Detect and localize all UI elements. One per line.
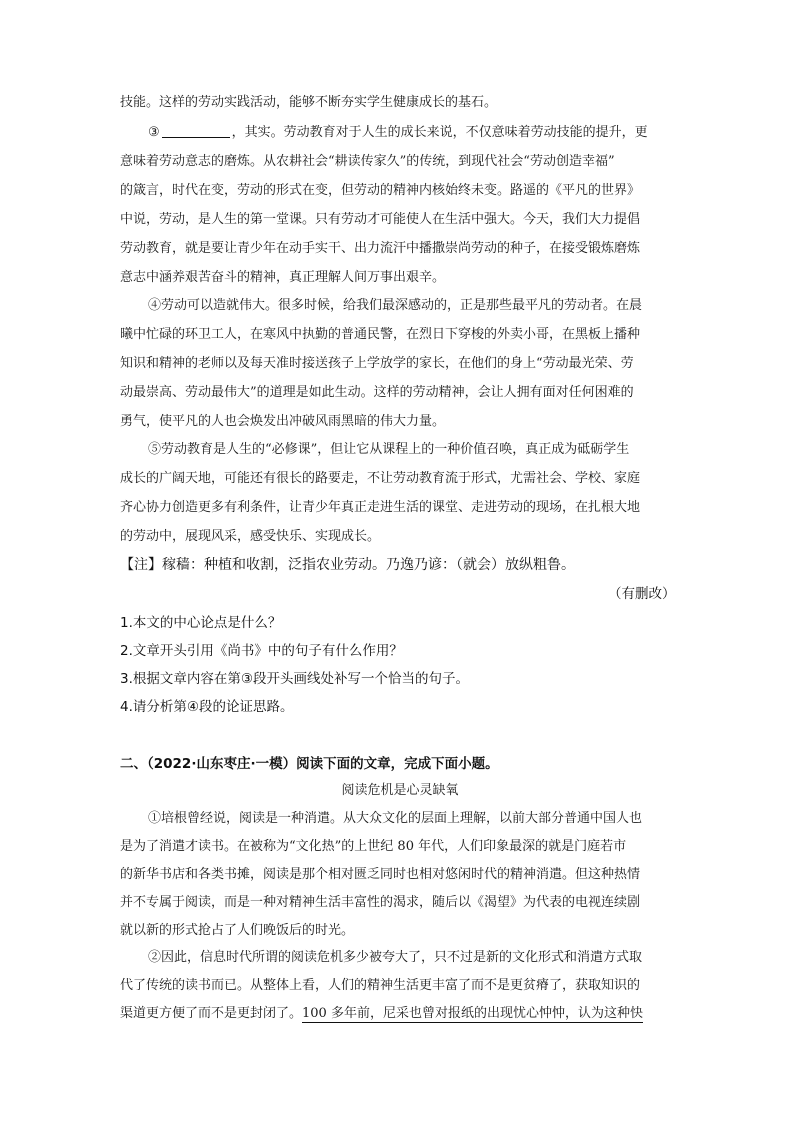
article-paragraph-1-line-3: 的新华书店和各类书摊，阅读是那个相对匮乏同时也相对悠闲时代的精神消遣。但这种热情: [120, 867, 641, 882]
paragraph-3-line-5: 劳动教育，就是要让青少年在动手实干、出力流汗中播撒崇尚劳动的种子，在接受锻炼磨炼: [120, 241, 641, 256]
article-paragraph-1-line-4: 并不专属于阅读，而是一种对精神生活丰富性的渴求，随后以《渴望》为代表的电视连续剧: [120, 895, 641, 910]
paragraph-5-line-4: 的劳动中，展现风采，感受快乐、实现成长。: [120, 529, 381, 544]
paragraph-4-line-5: 勇气，使平凡的人也会焕发出冲破风雨黑暗的伟大力量。: [120, 414, 446, 429]
paragraph-4-line-1: ④劳动可以造就伟大。很多时候，给我们最深感动的，正是那些最平凡的劳动者。在晨: [148, 298, 643, 313]
source-note: （有删改）: [608, 586, 676, 602]
article-paragraph-2-line-3: [120, 1005, 680, 1023]
paragraph-3-line-3: 的箴言，时代在变，劳动的形式在变，但劳动的精神内核始终未变。路遥的《平凡的世界》: [120, 183, 641, 198]
paragraph-continuation: 技能。这样的劳动实践活动，能够不断夯实学生健康成长的基石。: [120, 95, 498, 110]
paragraph-3-line-4: 中说，劳动，是人生的第一堂课。只有劳动才可能使人在生活中强大。今天，我们大力提倡: [120, 212, 641, 227]
section-heading: 二、（2022·山东枣庄·一模）阅读下面的文章，完成下面小题。: [120, 756, 499, 772]
paragraph-3-line-1-text: ，其实。劳动教育对于人生的成长来说，不仅意味着劳动技能的提升，更: [231, 125, 648, 140]
question-1: 1.本文的中心论点是什么？: [120, 615, 282, 631]
question-2: 2.文章开头引用《尚书》中的句子有什么作用？: [120, 643, 403, 659]
article-title: 阅读危机是心灵缺氧: [341, 783, 459, 798]
underlined-sentence: 100 多年前，尼采也曾对报纸的出现忧心忡忡，认为这种快: [302, 1006, 643, 1021]
paragraph-4-line-2: 曦中忙碌的环卫工人，在寒风中执勤的普通民警，在烈日下穿梭的外卖小哥，在黑板上播种: [120, 327, 641, 342]
paragraph-4-line-3: 知识和精神的老师以及每天准时接送孩子上学放学的家长，在他们的身上“劳动最光荣、劳: [120, 356, 634, 371]
paragraph-3-line-2: 意味着劳动意志的磨炼。从农耕社会“耕读传家久”的传统，到现代社会“劳动创造幸福”: [120, 154, 615, 169]
paragraph-4-line-4: 动最崇高、劳动最伟大”的道理是如此生动。这样的劳动精神，会让人拥有面对任何困难的: [120, 385, 634, 400]
article-paragraph-1-line-1: ①培根曾经说，阅读是一种消遣。从大众文化的层面上理解，以前大部分普通中国人也: [148, 811, 643, 826]
footnote: 【注】稼穑：种植和收割，泛指农业劳动。乃逸乃谚：（就会）放纵粗鲁。: [120, 557, 575, 573]
question-3: 3.根据文章内容在第③段开头画线处补写一个恰当的句子。: [120, 671, 469, 687]
article-paragraph-2-line-2: 代了传统的读书而已。从整体上看，人们的精神生活更丰富了而不是更贫瘠了，获取知识的: [120, 978, 641, 993]
fill-in-blank[interactable]: [162, 124, 230, 138]
paragraph-5-line-1: ⑤劳动教育是人生的“必修课”，但让它从课程上的一种价值召唤，真正成为砥砺学生: [148, 442, 630, 457]
article-paragraph-2-line-3-text: 渠道更方便了而不是更封闭了。: [120, 1006, 303, 1021]
question-4: 4.请分析第④段的论证思路。: [120, 699, 294, 715]
paragraph-5-line-3: 齐心协力创造更多有利条件，让青少年真正走进生活的课堂、走进劳动的现场，在扎根大地: [120, 500, 641, 515]
paragraph-5-line-2: 成长的广阔天地，可能还有很长的路要走，不让劳动教育流于形式，尤需社会、学校、家庭: [120, 471, 641, 486]
article-paragraph-2-line-1: ②因此，信息时代所谓的阅读危机多少被夸大了，只不过是新的文化形式和消遣方式取: [148, 950, 643, 965]
paragraph-3-number: ③: [148, 125, 160, 140]
article-paragraph-1-line-5: 就以新的形式抢占了人们晚饭后的时光。: [120, 923, 355, 938]
article-paragraph-1-line-2: 是为了消遣才读书。在被称为“文化热”的上世纪 80 年代，人们印象最深的就是门庭若市: [120, 839, 627, 854]
paragraph-3-line-1: [120, 124, 680, 142]
paragraph-3-line-6: 意志中涵养艰苦奋斗的精神，真正理解人间万事出艰辛。: [120, 270, 446, 285]
